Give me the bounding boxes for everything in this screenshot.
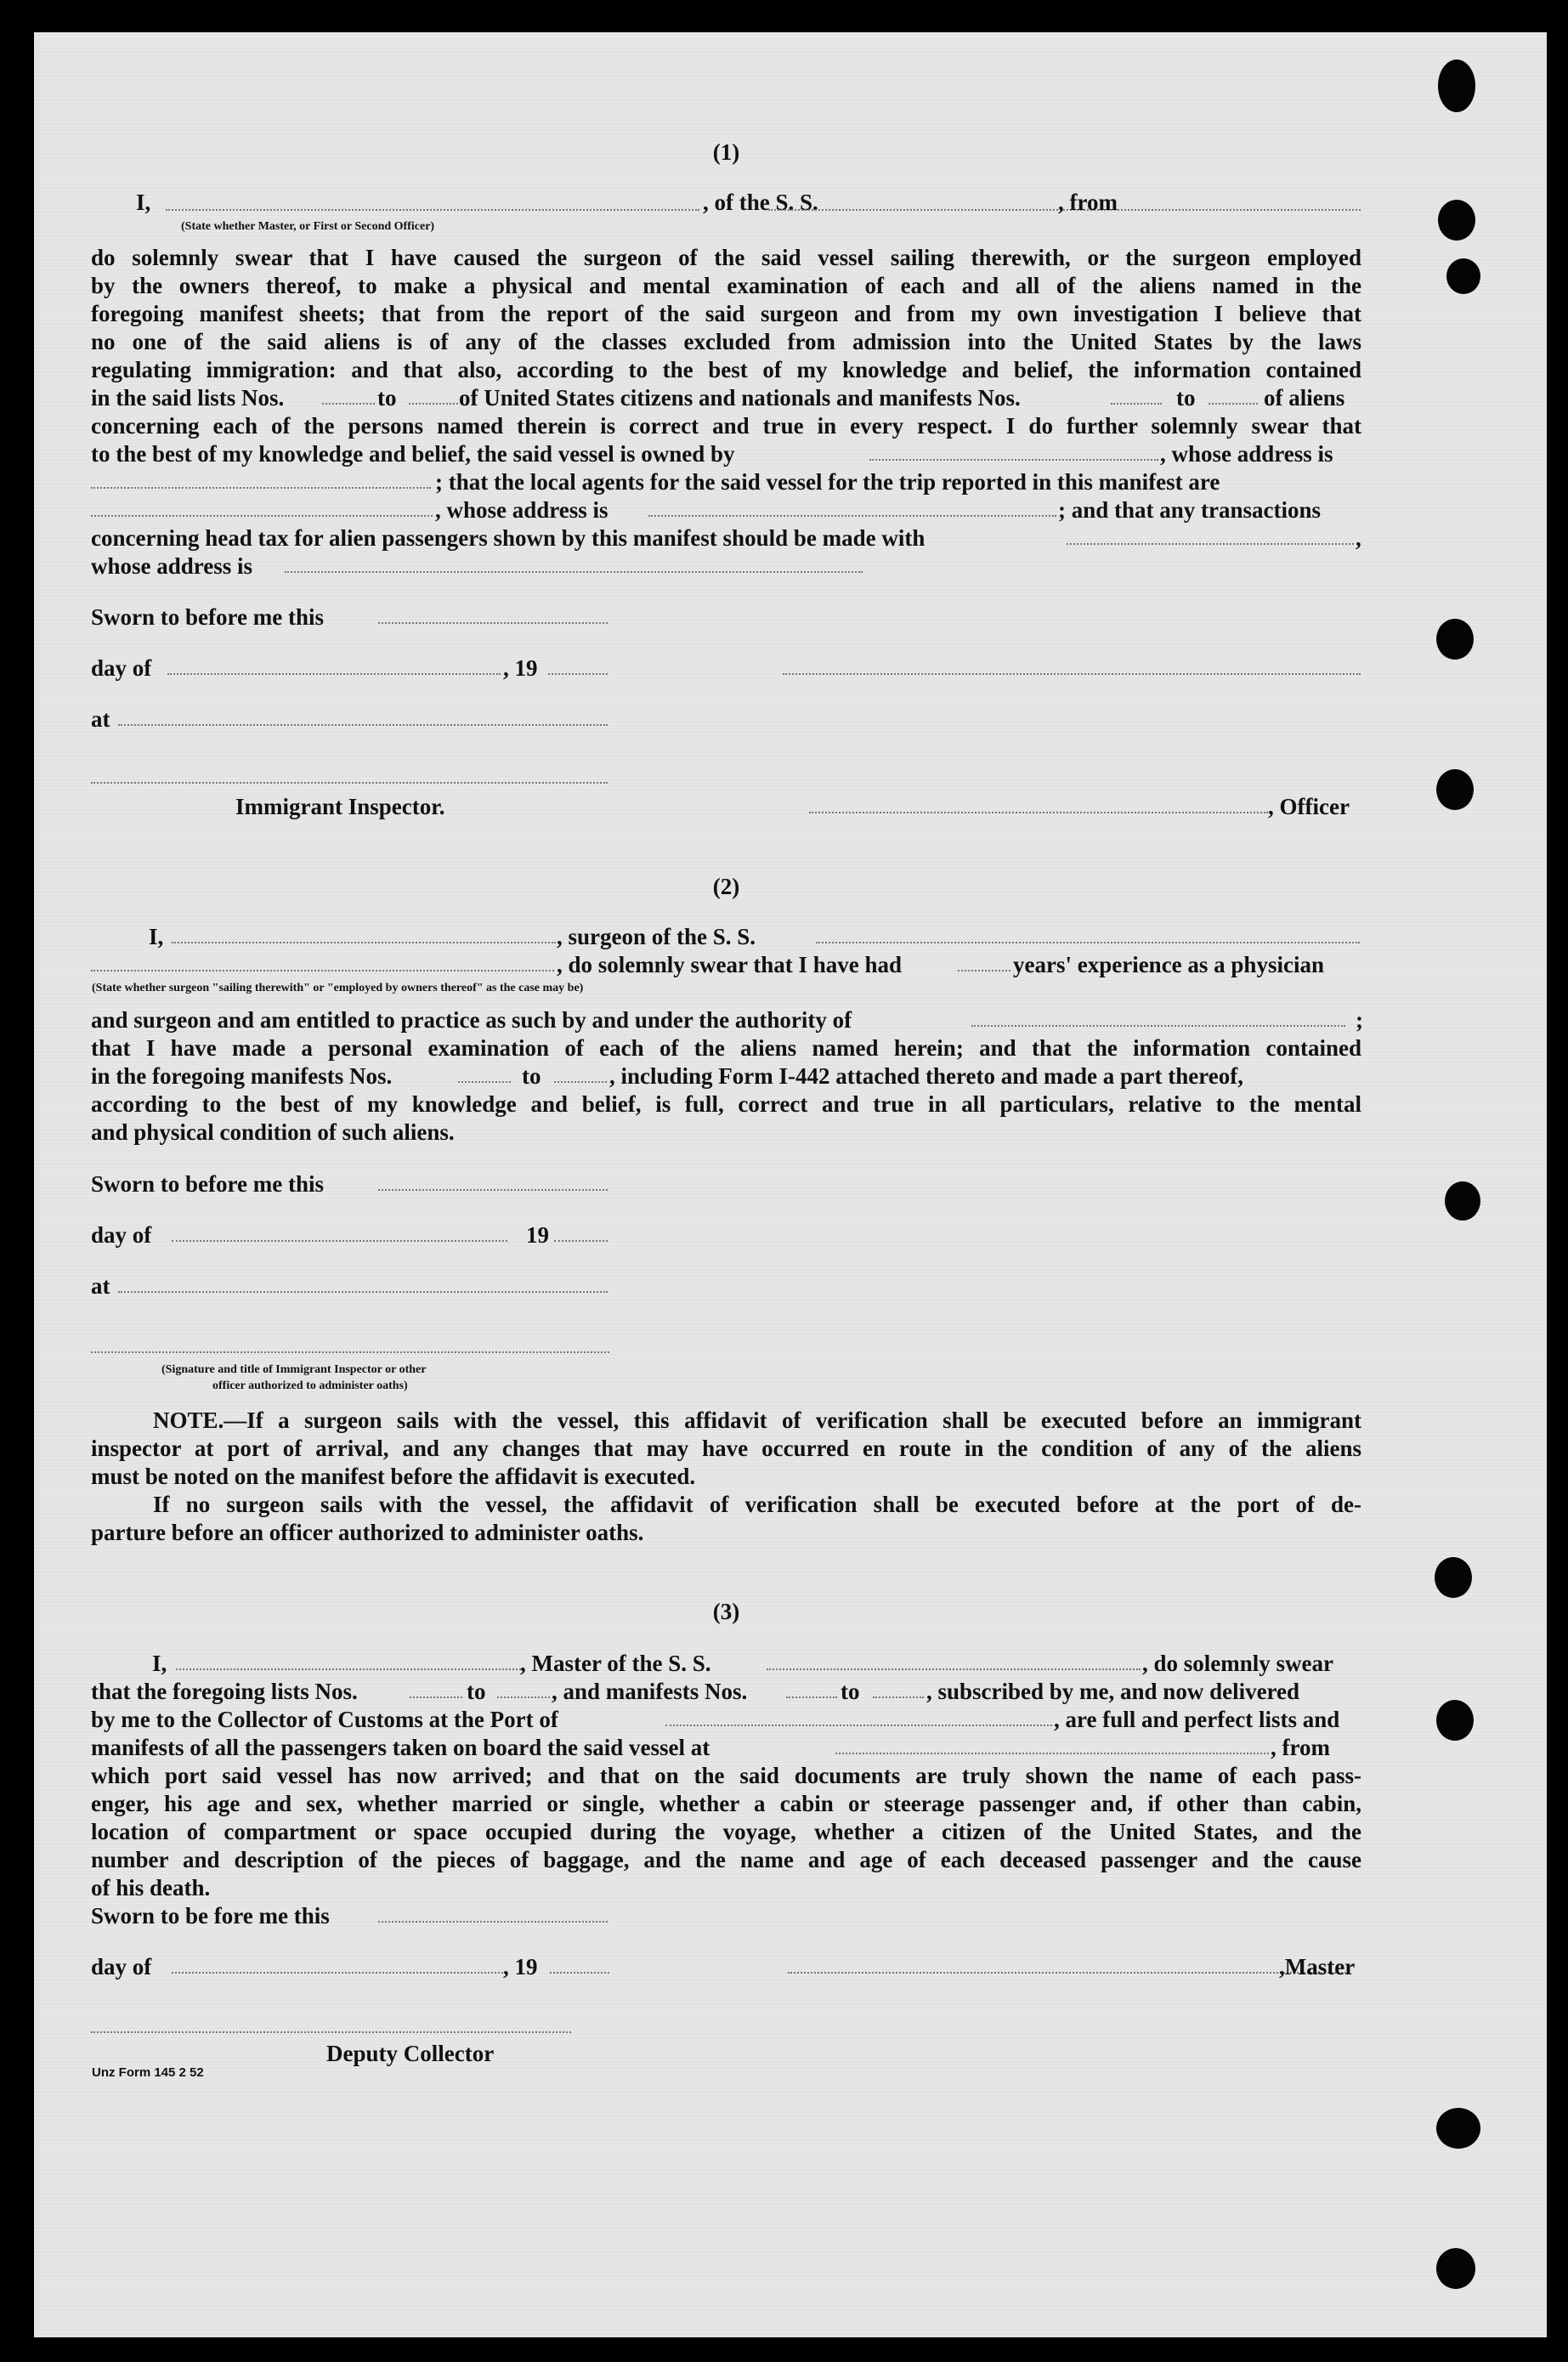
lists-from-field[interactable]: [410, 1678, 462, 1698]
manifests-from-field[interactable]: [786, 1678, 837, 1698]
paragraph-line: regulating immigration: and that also, according to the best of my knowledge and belief, the information contained: [91, 357, 1361, 382]
manifests-to-field[interactable]: [873, 1678, 924, 1698]
section-1-heading: (1): [712, 139, 740, 165]
surgeon-ship-field[interactable]: [816, 923, 1360, 943]
departure-port-field[interactable]: [1131, 190, 1361, 211]
paragraph-line: by the owners thereof, to make a physical and mental examination of each and all of the aliens named in the: [91, 273, 1361, 298]
paragraph-line: which port said vessel has now arrived; and that on the said documents are truly shown the name of each pass-: [91, 1763, 1361, 1788]
paragraph-line: according to the best of my knowledge and belief, is full, correct and true in all particulars, relative to the mental: [91, 1091, 1361, 1117]
sworn-date-field[interactable]: [378, 1170, 608, 1191]
month-field[interactable]: [172, 1953, 503, 1974]
paragraph-line: concerning each of the persons named therein is correct and true in every respect. I do further solemnly swear that: [91, 413, 1361, 439]
note-paragraph: must be noted on the manifest before the affidavit is executed.: [91, 1464, 696, 1489]
owner-field[interactable]: [869, 440, 1158, 461]
place-field[interactable]: [118, 1272, 608, 1293]
section-3-heading: (3): [712, 1599, 740, 1624]
year-field[interactable]: [550, 1953, 609, 1974]
citizen-list-from-field[interactable]: [322, 384, 375, 405]
master-signature-field[interactable]: [788, 1953, 1349, 1974]
paragraph-line: and physical condition of such aliens.: [91, 1119, 455, 1145]
paragraph-line: location of compartment or space occupied during the voyage, whether a citizen of the United States, and the: [91, 1819, 1361, 1844]
month-field[interactable]: [172, 1221, 507, 1242]
paragraph-line: that I have made a personal examination of each of the aliens named herein; and that the information contained: [91, 1035, 1361, 1061]
master-ship-field[interactable]: [767, 1650, 1141, 1670]
place-field[interactable]: [118, 705, 608, 726]
boarding-port-field[interactable]: [835, 1734, 1269, 1754]
manifest-to-field[interactable]: [554, 1062, 607, 1083]
inspector-signature-field[interactable]: [91, 763, 608, 784]
owner-address-field[interactable]: [91, 468, 431, 489]
agents-address-field[interactable]: [648, 496, 1056, 517]
note-paragraph: NOTE.—If a surgeon sails with the vessel, this affidavit of verification shall be executed before an immigrant: [153, 1408, 1361, 1433]
note-paragraph: parture before an officer authorized to administer oaths.: [91, 1520, 644, 1545]
paragraph-line: enger, his age and sex, whether married or single, whether a cabin or steerage passenger and, if other than cabin,: [91, 1791, 1361, 1816]
alien-manifest-from-field[interactable]: [1111, 384, 1162, 405]
section-2-heading: (2): [712, 874, 740, 899]
head-tax-address-field[interactable]: [285, 552, 863, 573]
surgeon-status-field[interactable]: [91, 951, 554, 971]
manifest-from-field[interactable]: [458, 1062, 511, 1083]
paragraph-line: no one of the said aliens is of any of the classes excluded from admission into the United States by the laws: [91, 329, 1361, 354]
note-paragraph: inspector at port of arrival, and any changes that may have occurred en route in the condition of any of the aliens: [91, 1436, 1361, 1461]
years-experience-field[interactable]: [958, 951, 1010, 971]
local-agents-field[interactable]: [91, 496, 433, 517]
officer-name-field[interactable]: [166, 190, 699, 211]
officer-rank-note: (State whether Master, or First or Second Officer): [181, 220, 435, 233]
sworn-date-field[interactable]: [378, 603, 608, 624]
head-tax-contact-field[interactable]: [1067, 524, 1354, 545]
signature-note: officer authorized to administer oaths): [212, 1379, 408, 1392]
form-number: Unz Form 145 2 52: [92, 2065, 204, 2080]
paragraph-line: do solemnly swear that I have caused the surgeon of the said vessel sailing therewith, or the surgeon employed: [91, 245, 1361, 270]
alien-manifest-to-field[interactable]: [1209, 384, 1258, 405]
surgeon-name-field[interactable]: [172, 923, 556, 943]
officer-signature-field[interactable]: [783, 654, 1361, 675]
affidavit-document: (1) I, , of the S. S. , from (State whether Master, or First or Second Officer) do solemnly swear that I have caused the surgeon of the said vessel sailing therewith, or the surgeon employed by the owners thereof, to make a physical and mental examination of each and all of the aliens named in the foregoing manifest sheets; that from the report of the said surgeon and from my own investigation I believe that no one of the said aliens is of any of the classes excluded from admission into the United States by the laws regulating immigration: and that also, according to the best of my knowledge and belief, the information contained in the said lists Nos. to of United States citizens and nationals and manifests Nos. to of aliens concerning each of the persons named therein is correct and true in every respect. I do further solemnly swear that to the best of my knowledge and belief, the said vessel is owned by , whose address is ; that the local agents for the said vessel for the trip reported in this manifest are , whose address is ; and that any transactions concerning head tax for alien passengers shown by this manifest should be made with , whose address is Sworn to before me this day of , 19 at Immigrant Inspector. , Officer (2) I, , surgeon of the S. S. , do solemnly swear that I have had years' experience as a physician (State whether surgeon "sailing therewith" or "employed by owners thereof" as the case may be) and surgeon and am entitled to practice as such by and under the authority of ; that I have made a personal examination of each of the aliens named herein; and that the information contained in the foregoing manifests Nos. to , including Form I-442 attached thereto and made a part thereof, according to the best of my knowledge and belief, is full, correct and true in all particulars, relative to the mental and physical condition of such aliens. Sworn to before me this day of 19 at (Signature and title of Immigrant Inspector or other officer authorized to administer oaths) NOTE.—If a surgeon sails with the vessel, this affidavit of verification shall be executed before an immigrant inspector at port of arrival, and any changes that may have occurred en route in the condition of any of the aliens must be noted on the manifest before the affidavit is executed. If no surgeon sails with the vessel, the affidavit of verification shall be executed before at the port of de- parture before an officer authorized to administer oaths. (3) I, , Master of the S. S. , do solemnly swear that the foregoing lists Nos. to , and manifests Nos. to , subscribed by me, and now delivered by me to the Collector of Customs at the Port of , are full and perfect lists and manifests of all the passengers taken on board the said vessel at , from which port said vessel has now arrived; and that on the said documents are truly shown the name of each pass- enger, his age and sex, whether married or single, whether a cabin or steerage passenger and, if other than cabin, location of compartment or space occupied during the voyage, whether a citizen of the United States, and the number and description of the pieces of baggage, and the name and age of each deceased passenger and the cause of his death. Sworn to be fore me this day of , 19 ,Master Deputy Collector Unz Form 145 2 52: [91, 139, 1363, 2080]
inspector-signature-field[interactable]: [91, 1333, 609, 1353]
arrival-port-field[interactable]: [665, 1706, 1052, 1726]
month-field[interactable]: [167, 654, 501, 675]
year-field[interactable]: [554, 1221, 608, 1242]
authority-field[interactable]: [971, 1006, 1345, 1027]
collector-signature-field[interactable]: [91, 2013, 571, 2033]
lists-to-field[interactable]: [497, 1678, 550, 1698]
note-paragraph: If no surgeon sails with the vessel, the affidavit of verification shall be executed before at the port of de-: [153, 1492, 1361, 1517]
signature-note: (Signature and title of Immigrant Inspector or other: [161, 1363, 427, 1376]
master-name-field[interactable]: [176, 1650, 524, 1670]
paragraph-line: number and description of the pieces of baggage, and the name and age of each deceased passenger and the cause: [91, 1847, 1361, 1872]
sworn-date-field[interactable]: [378, 1902, 608, 1923]
paragraph-line: of his death.: [91, 1875, 211, 1900]
surgeon-status-note: (State whether surgeon "sailing therewith" or "employed by owners thereof" as the case may be): [92, 982, 584, 994]
year-field[interactable]: [548, 654, 608, 675]
paragraph-line: foregoing manifest sheets; that from the report of the said surgeon and from my own investigation I believe that: [91, 301, 1361, 326]
citizen-list-to-field[interactable]: [409, 384, 458, 405]
officer-title-field[interactable]: [809, 793, 1268, 813]
